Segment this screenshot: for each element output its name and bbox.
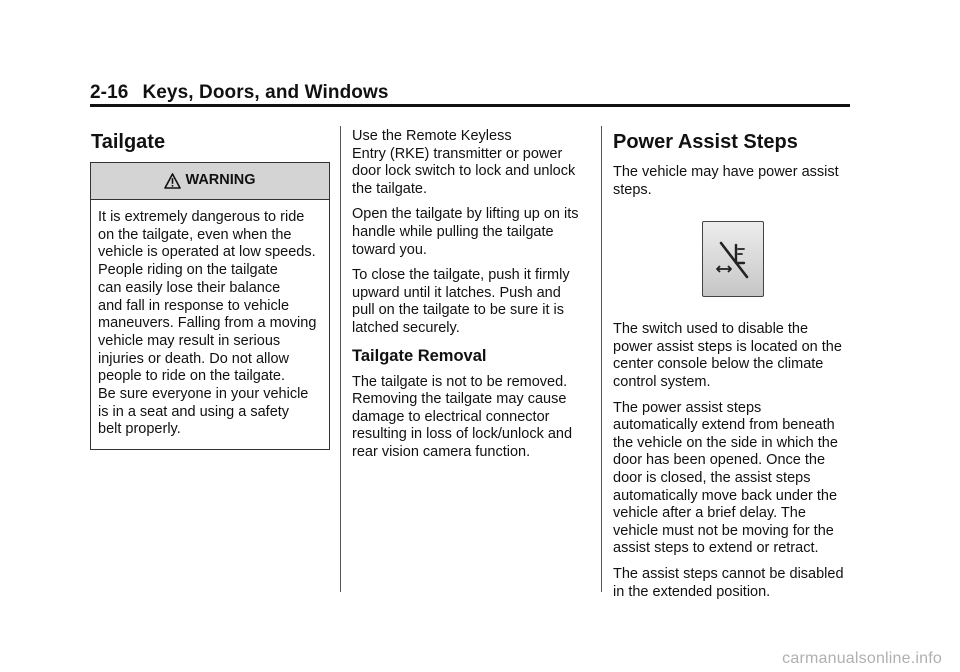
paragraph-close (352, 267, 592, 337)
warning-label: WARNING (185, 172, 256, 189)
text-line: Use the Remote Keyless (352, 128, 512, 144)
text-line: resulting in loss of lock/unlock and (352, 426, 573, 443)
warning-text (91, 200, 329, 449)
warning-line: and fall in response to vehicle (98, 297, 290, 314)
text-line: toward you. (352, 241, 427, 258)
text-line: Removing the tailgate may cause (352, 391, 567, 408)
warning-triangle-icon (164, 173, 181, 189)
text-line: assist steps to extend or retract. (613, 540, 819, 557)
watermark: carmanualsonline.info (782, 650, 942, 667)
text-line: center console below the climate (613, 356, 824, 373)
text-line: the vehicle on the side in which the (613, 434, 838, 451)
text-line: The tailgate is not to be removed. (352, 373, 568, 390)
text-line: The power assist steps (613, 399, 762, 416)
warning-line: maneuvers. Falling from a moving (98, 315, 317, 332)
text-line: control system. (613, 373, 711, 390)
text-line: Entry (RKE) transmitter or power (352, 145, 563, 162)
paragraph-switch-location (613, 321, 853, 391)
column-1 (91, 128, 331, 450)
text-line: power assist steps is located on the (613, 338, 842, 355)
text-line: vehicle after a brief delay. The (613, 505, 806, 522)
warning-line: people to ride on the tailgate. (98, 368, 286, 385)
text-line: door lock switch to lock and unlock (352, 163, 576, 180)
text-line: To close the tailgate, push it firmly (352, 267, 570, 284)
text-line: upward until it latches. Push and (352, 284, 561, 301)
text-line: the tailgate. (352, 180, 427, 197)
text-line: The assist steps cannot be disabled (613, 565, 844, 582)
column-divider (340, 126, 341, 592)
warning-line: Be sure everyone in your vehicle (98, 386, 309, 403)
section-title-tailgate: Tailgate (91, 131, 166, 153)
text-line: latched securely. (352, 319, 460, 336)
text-line: door has been opened. Once the (613, 452, 826, 469)
page-header (90, 82, 389, 104)
text-line: automatically extend from beneath (613, 417, 835, 434)
paragraph-operation (613, 400, 853, 558)
text-line: in the extended position. (613, 583, 771, 600)
text-line: vehicle must not be moving for the (613, 522, 834, 539)
paragraph-intro (613, 164, 853, 199)
text-line: automatically move back under the (613, 487, 838, 504)
text-line: rear vision camera function. (352, 443, 531, 460)
text-line: steps. (613, 181, 652, 198)
page-number: 2-16 (90, 82, 129, 103)
paragraph-open (352, 206, 592, 259)
warning-line: belt properly. (98, 421, 181, 438)
power-assist-steps-disable-switch-icon (702, 221, 764, 297)
warning-line: It is extremely dangerous to ride (98, 209, 305, 225)
text-line: pull on the tailgate to be sure it is (352, 302, 564, 319)
paragraph-rke (352, 128, 592, 198)
warning-line: People riding on the tailgate (98, 262, 278, 279)
column-divider (601, 126, 602, 592)
chapter-title: Keys, Doors, and Windows (142, 82, 389, 103)
warning-line: injuries or death. Do not allow (98, 350, 290, 367)
text-line: Open the tailgate by lifting up on its (352, 206, 579, 223)
warning-box (90, 162, 330, 450)
subsection-title-tailgate-removal: Tailgate Removal (352, 346, 487, 365)
text-line: door is closed, the assist steps (613, 469, 811, 486)
text-line: handle while pulling the tailgate (352, 223, 554, 240)
warning-line: vehicle may result in serious (98, 332, 281, 349)
paragraph-removal (352, 374, 592, 462)
warning-line: is in a seat and using a safety (98, 403, 290, 420)
text-line: The vehicle may have power assist (613, 164, 839, 180)
column-3 (613, 128, 853, 609)
paragraph-cannot-disable (613, 566, 853, 601)
column-2 (352, 128, 592, 470)
header-rule (90, 104, 850, 107)
warning-line: on the tailgate, even when the (98, 226, 292, 243)
warning-line: can easily lose their balance (98, 279, 281, 296)
text-line: The switch used to disable the (613, 321, 809, 338)
warning-line: vehicle is operated at low speeds. (98, 244, 316, 261)
section-title-power-assist-steps: Power Assist Steps (613, 131, 798, 153)
warning-header (91, 163, 329, 200)
text-line: damage to electrical connector (352, 408, 550, 425)
